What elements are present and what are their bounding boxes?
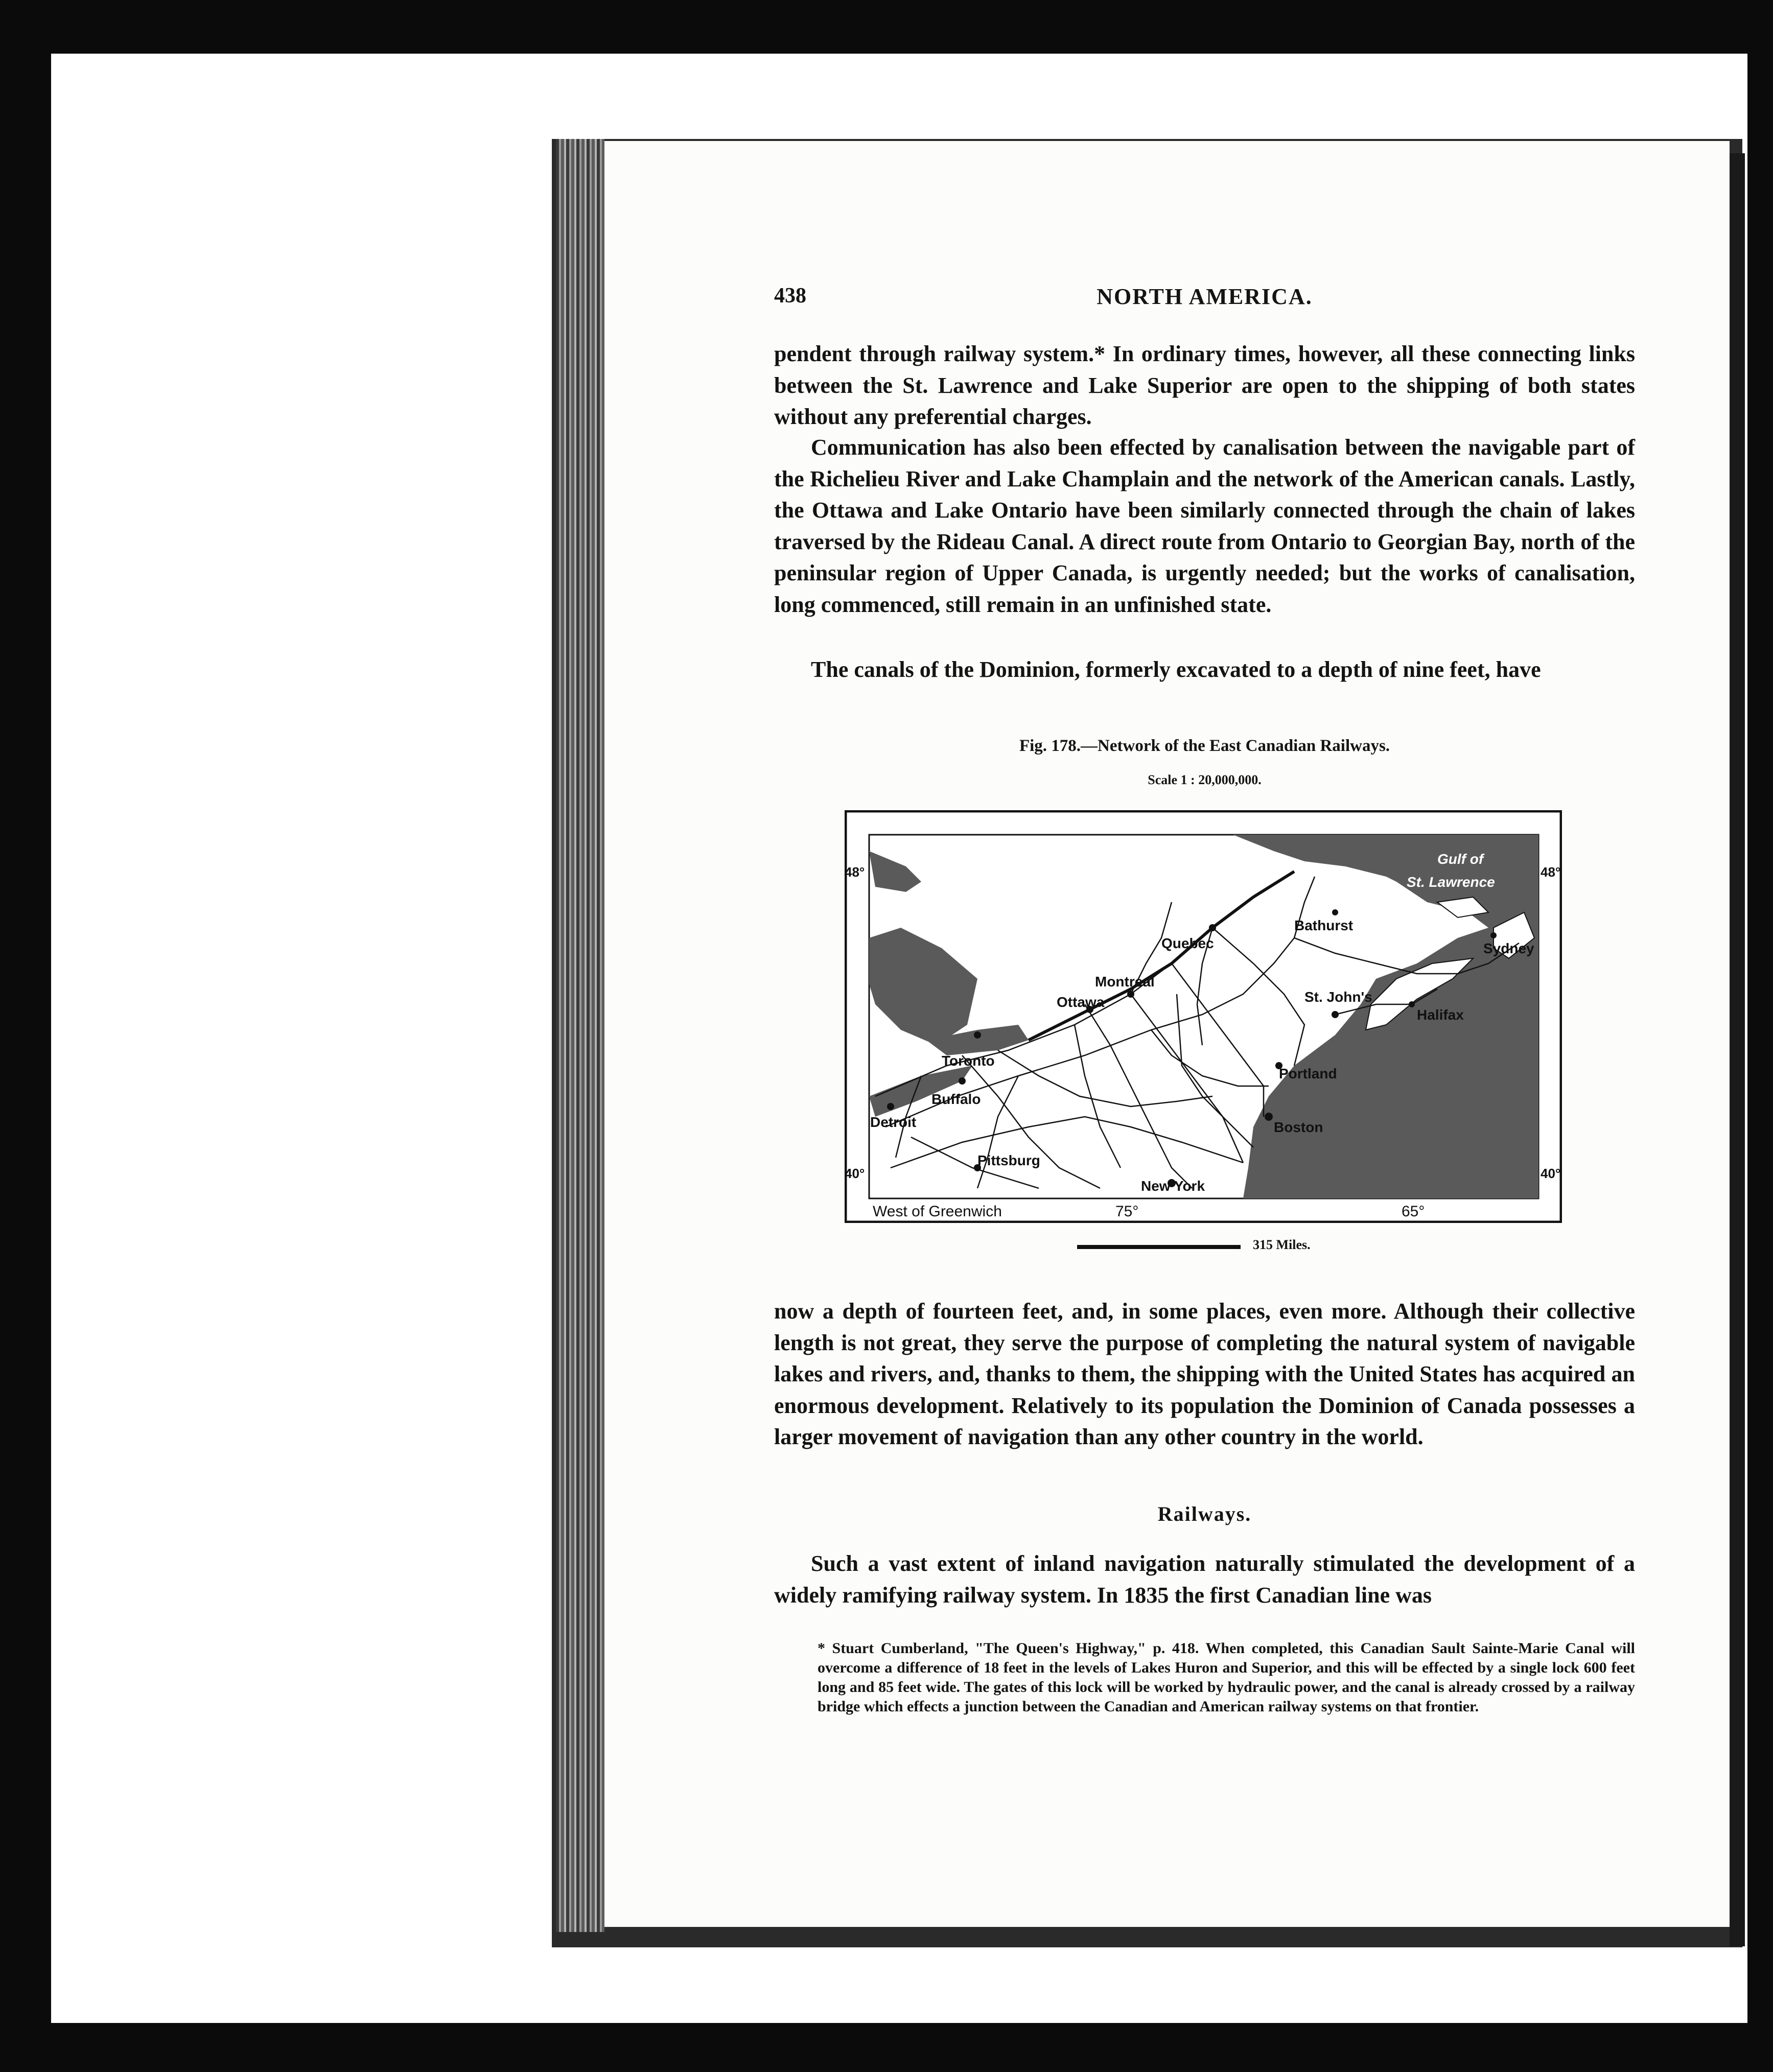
latitude-label: 48° bbox=[1541, 864, 1561, 880]
city-label: New York bbox=[1141, 1178, 1205, 1194]
latitude-label: 40° bbox=[845, 1166, 865, 1181]
city-label: Montreal bbox=[1095, 974, 1155, 990]
page-edge bbox=[1730, 153, 1745, 1946]
longitude-label: 65° bbox=[1402, 1203, 1425, 1220]
figure-scale: Scale 1 : 20,000,000. bbox=[1148, 772, 1262, 787]
running-title: NORTH AMERICA. bbox=[1097, 284, 1313, 309]
section-title: Railways. bbox=[1157, 1502, 1252, 1525]
footnote: * Stuart Cumberland, "The Queen's Highway," p. 418. When completed, this Canadian Sault Sainte-Marie Canal will overcome a difference of 18 feet in the levels of Lakes Huron and Superior, and this will be effected by a single lock 600 feet long and 85 feet wide. The gates of this lock will be worked by hydraulic power, and the canal is already crossed by a railway bridge which effects a junction between the Canadian and American railway systems on that frontier. bbox=[818, 1640, 1635, 1715]
city-label: Sydney bbox=[1483, 940, 1534, 956]
meridian-label: West of Greenwich bbox=[873, 1203, 1002, 1220]
city-label: Detroit bbox=[870, 1114, 917, 1130]
city-label: Halifax bbox=[1417, 1007, 1464, 1023]
longitude-label: 75° bbox=[1115, 1203, 1139, 1220]
page-number: 438 bbox=[774, 284, 806, 308]
body-paragraph: The canals of the Dominion, formerly excavated to a depth of nine feet, have bbox=[811, 657, 1541, 682]
city-label: Ottawa bbox=[1057, 994, 1105, 1010]
latitude-label: 40° bbox=[1541, 1166, 1561, 1181]
microfilm-border-bottom bbox=[0, 2023, 1773, 2072]
gulf-label: St. Lawrence bbox=[1407, 874, 1495, 890]
page-header bbox=[774, 284, 1635, 314]
body-paragraph: now a depth of fourteen feet, and, in some places, even more. Although their collective length is not great, they serve the purpose of completing the natural system of navigable lakes and rivers, and, thanks to them, the shipping with the United States has acquired an enormous development. Relatively to its population the Dominion of Canada possesses a larger movement of navigation than any other country in the world. bbox=[774, 1299, 1635, 1449]
latitude-label: 48° bbox=[845, 864, 865, 880]
body-paragraph: Such a vast extent of inland navigation naturally stimulated the development of a widely ramifying railway system. In 1835 the first Canadian line was bbox=[774, 1551, 1635, 1608]
scale-bar-label: 315 Miles. bbox=[1253, 1237, 1311, 1252]
microfilm-border-right bbox=[1747, 0, 1773, 2072]
city-label: Pittsburg bbox=[977, 1152, 1040, 1168]
microfilm-border-top bbox=[0, 0, 1773, 54]
gulf-label: Gulf of bbox=[1437, 851, 1484, 867]
microfilm-border-left bbox=[0, 0, 51, 2072]
city-label: Buffalo bbox=[931, 1091, 981, 1107]
city-label: Bathurst bbox=[1294, 917, 1354, 933]
city-label: Toronto bbox=[942, 1053, 995, 1069]
book-spine bbox=[556, 139, 604, 1932]
city-label: St. John's bbox=[1304, 989, 1372, 1005]
body-paragraph: Communication has also been effected by canalisation between the navigable part of the Richelieu River and Lake Champlain and the network of the American canals. Lastly, the Ottawa and Lake Ontario have been similarly connected through the chain of lakes traversed by the Rideau Canal. A direct route from Ontario to Georgian Bay, north of the peninsular region of Upper Canada, is urgently needed; but the works of canalisation, long commenced, still remain in an unfinished state. bbox=[774, 435, 1635, 617]
body-paragraph: pendent through railway system.* In ordinary times, however, all these connecting links between the St. Lawrence and Lake Superior are open to the shipping of both states without any preferential charges. bbox=[774, 341, 1635, 429]
city-label: Boston bbox=[1274, 1119, 1323, 1135]
scale-bar bbox=[1077, 1245, 1241, 1249]
city-label: Portland bbox=[1279, 1066, 1337, 1081]
city-label: Quebec bbox=[1161, 935, 1214, 951]
railway-map bbox=[845, 810, 1562, 1223]
figure-caption: Fig. 178.—Network of the East Canadian Railways. bbox=[1019, 737, 1390, 755]
